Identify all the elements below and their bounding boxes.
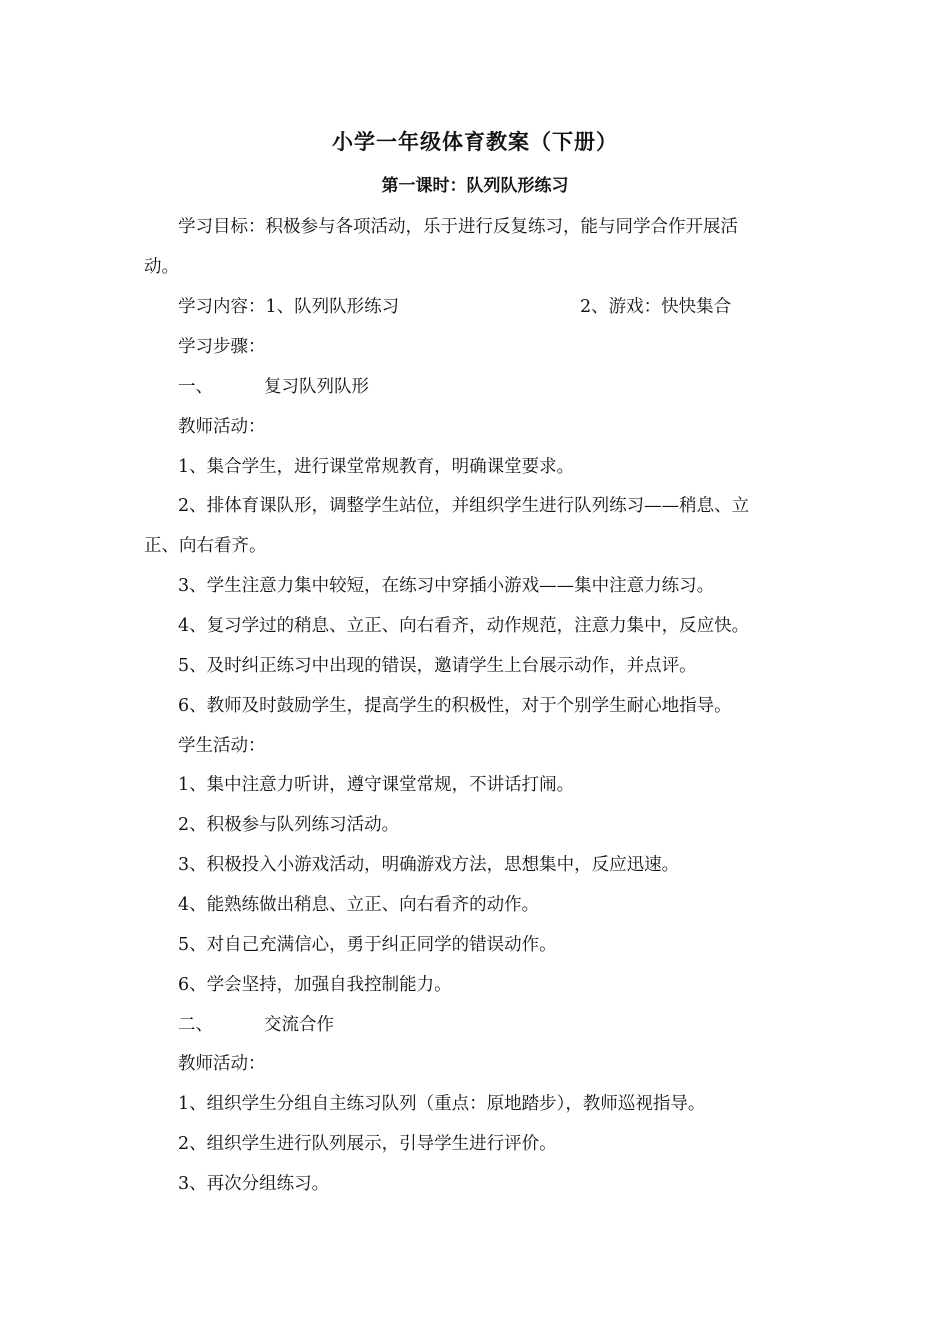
list-item: 3、再次分组练习。 bbox=[178, 1174, 330, 1194]
list-item: 1、组织学生分组自主练习队列（重点：原地踏步），教师巡视指导。 bbox=[178, 1094, 706, 1114]
section-1-heading bbox=[178, 375, 369, 399]
list-item: 1、集合学生，进行课堂常规教育，明确课堂要求。 bbox=[178, 457, 575, 477]
section-1-title: 复习队列队形 bbox=[264, 377, 369, 397]
list-item: 1、集中注意力听讲，遵守课堂常规，不讲话打闹。 bbox=[178, 775, 575, 795]
goal-line-1: 学习目标：积极参与各项活动，乐于进行反复练习，能与同学合作开展活 bbox=[178, 217, 738, 237]
content-row bbox=[178, 295, 798, 319]
list-item: 6、教师及时鼓励学生，提高学生的积极性，对于个别学生耐心地指导。 bbox=[178, 696, 732, 716]
section-2-heading bbox=[178, 1013, 334, 1037]
section-2-number: 二、 bbox=[178, 1015, 213, 1035]
section-1-number: 一、 bbox=[178, 377, 213, 397]
document-title: 小学一年级体育教案（下册） bbox=[332, 129, 618, 154]
list-item: 正、向右看齐。 bbox=[144, 536, 267, 556]
list-item: 3、积极投入小游戏活动，明确游戏方法，思想集中，反应迅速。 bbox=[178, 855, 680, 875]
list-item: 5、对自己充满信心，勇于纠正同学的错误动作。 bbox=[178, 935, 557, 955]
list-item: 5、及时纠正练习中出现的错误，邀请学生上台展示动作，并点评。 bbox=[178, 656, 697, 676]
list-item: 3、学生注意力集中较短，在练习中穿插小游戏——集中注意力练习。 bbox=[178, 576, 715, 596]
goal-line-2: 动。 bbox=[144, 257, 179, 277]
section-1-student-label: 学生活动： bbox=[178, 736, 266, 756]
section-2-teacher-label: 教师活动： bbox=[178, 1054, 266, 1074]
list-item: 4、能熟练做出稍息、立正、向右看齐的动作。 bbox=[178, 895, 540, 915]
section-1-teacher-label: 教师活动： bbox=[178, 417, 266, 437]
list-item: 4、复习学过的稍息、立正、向右看齐，动作规范，注意力集中，反应快。 bbox=[178, 616, 750, 636]
steps-label: 学习步骤： bbox=[178, 337, 266, 357]
content-item-1: 学习内容：1、队列队形练习 bbox=[178, 297, 400, 317]
list-item: 2、积极参与队列练习活动。 bbox=[178, 815, 400, 835]
lesson-subtitle: 第一课时：队列队形练习 bbox=[381, 176, 569, 196]
section-2-title: 交流合作 bbox=[264, 1015, 334, 1035]
content-item-2: 2、游戏：快快集合 bbox=[580, 297, 732, 317]
list-item: 2、排体育课队形，调整学生站位，并组织学生进行队列练习——稍息、立 bbox=[178, 496, 750, 516]
list-item: 6、学会坚持，加强自我控制能力。 bbox=[178, 975, 452, 995]
list-item: 2、组织学生进行队列展示，引导学生进行评价。 bbox=[178, 1134, 557, 1154]
